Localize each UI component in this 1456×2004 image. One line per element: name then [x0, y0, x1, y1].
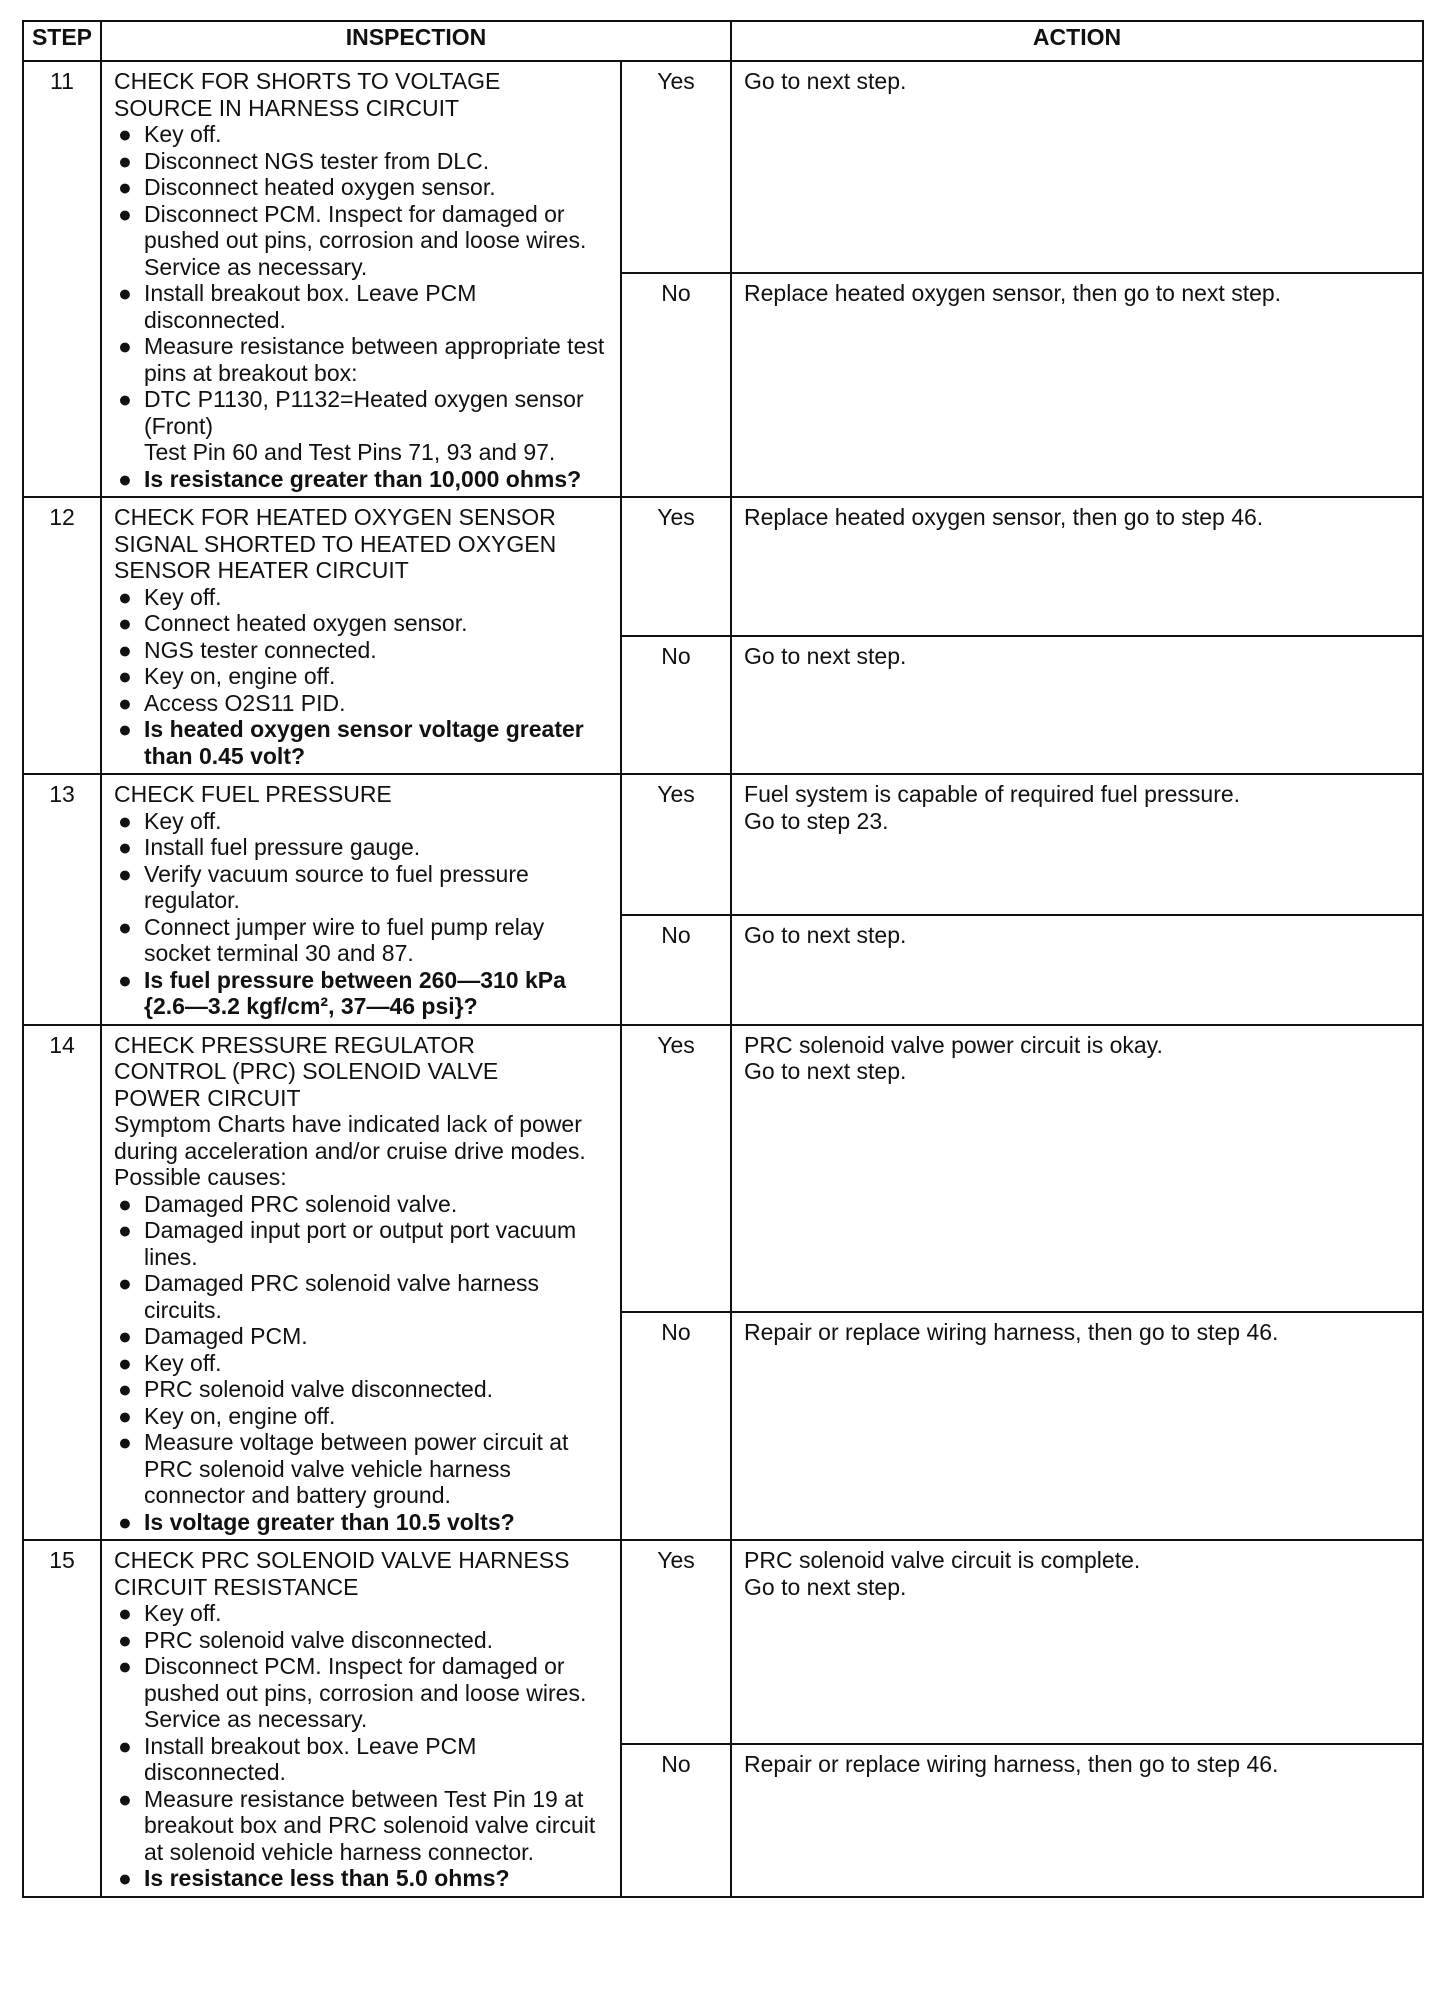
bullet-icon: ● [118, 689, 132, 716]
step-12-group [23, 497, 1423, 774]
bullet-icon: ● [118, 1785, 132, 1812]
header-inspection: INSPECTION [101, 21, 731, 61]
bullet-item [114, 333, 612, 386]
inspection-title-line: CHECK FOR HEATED OXYGEN SENSOR [114, 504, 556, 530]
bullet-item [114, 914, 612, 967]
inspection-question [114, 716, 612, 769]
bullet-item [114, 1350, 612, 1377]
action-line: Go to step 23. [744, 807, 889, 834]
action-no [731, 915, 1423, 1025]
inspection-question-list [114, 466, 612, 493]
action-line: Go to next step. [744, 68, 907, 94]
bullet-text: Disconnect NGS tester from DLC. [144, 147, 490, 174]
bullet-item [114, 834, 612, 861]
question-text: Is fuel pressure between 260—310 kPa {2.6—3.2 kgf/cm², 37—46 psi}? [144, 966, 566, 1019]
inspection-title-line: SIGNAL SHORTED TO HEATED OXYGEN [114, 530, 557, 557]
step-13-group [23, 774, 1423, 1025]
action-line: Go to next step. [744, 922, 907, 948]
bullet-item [114, 1627, 612, 1654]
bullet-text: Damaged PCM. [144, 1323, 308, 1349]
header-action: ACTION [731, 21, 1423, 61]
inspection-note: Test Pin 60 and Test Pins 71, 93 and 97. [144, 439, 556, 465]
inspection-cell [101, 774, 621, 1025]
bullet-item [114, 1786, 612, 1866]
bullet-text: NGS tester connected. [144, 636, 377, 663]
bullet-item [114, 1270, 612, 1323]
inspection-question [114, 967, 612, 1020]
bullet-icon: ● [118, 1402, 132, 1429]
bullet-text: Install fuel pressure gauge. [144, 834, 421, 860]
step-row-yes [23, 61, 1423, 273]
action-no [731, 1744, 1423, 1897]
inspection-title-line: CHECK PRC SOLENOID VALVE HARNESS [114, 1547, 570, 1573]
bullet-text: Connect jumper wire to fuel pump relay socket terminal 30 and 87. [144, 913, 545, 966]
bullet-item [114, 148, 612, 175]
step-number: 12 [23, 497, 101, 774]
bullet-item [114, 174, 612, 201]
inspection-bullets [114, 1191, 612, 1536]
bullet-text: Disconnect PCM. Inspect for damaged or pushed out pins, corrosion and loose wires. Service as necessary. [144, 200, 587, 280]
bullet-icon: ● [118, 333, 132, 359]
bullet-icon: ● [118, 1376, 132, 1402]
bullet-item [114, 1191, 612, 1218]
bullet-text: Key off. [144, 807, 222, 834]
bullet-item [114, 1403, 612, 1430]
answer-yes: Yes [621, 497, 731, 636]
bullet-text: Disconnect PCM. Inspect for damaged or pushed out pins, corrosion and loose wires. Service as necessary. [144, 1653, 587, 1732]
step-row-yes [23, 497, 1423, 636]
question-text: Is voltage greater than 10.5 volts? [144, 1508, 515, 1535]
action-line: Repair or replace wiring harness, then go to step 46. [744, 1318, 1279, 1345]
action-line: Repair or replace wiring harness, then go to step 46. [744, 1751, 1279, 1777]
step-row-yes [23, 774, 1423, 915]
bullet-icon: ● [118, 610, 132, 636]
inspection-title-line: CONTROL (PRC) SOLENOID VALVE [114, 1058, 499, 1084]
step-number: 14 [23, 1025, 101, 1541]
inspection-title-line: POWER CIRCUIT [114, 1084, 301, 1111]
bullet-icon: ● [118, 465, 132, 492]
bullet-item [114, 1600, 612, 1627]
inspection-question [114, 466, 612, 493]
action-line: PRC solenoid valve circuit is complete. [744, 1547, 1141, 1573]
step-row-yes [23, 1540, 1423, 1744]
bullet-item [114, 663, 612, 690]
answer-no: No [621, 273, 731, 497]
bullet-icon: ● [118, 1865, 132, 1891]
bullet-item [114, 201, 612, 281]
bullet-icon: ● [118, 636, 132, 663]
bullet-text: Measure resistance between Test Pin 19 at breakout box and PRC solenoid valve circuit at solenoid vehicle harness connector. [144, 1785, 596, 1865]
inspection-title-line: CHECK PRESSURE REGULATOR [114, 1031, 475, 1058]
bullet-icon: ● [118, 834, 132, 860]
bullet-icon: ● [118, 1349, 132, 1376]
bullet-text: Key off. [144, 583, 222, 610]
bullet-icon: ● [118, 860, 132, 887]
answer-yes: Yes [621, 774, 731, 915]
bullet-icon: ● [118, 121, 132, 147]
question-text: Is heated oxygen sensor voltage greater than 0.45 volt? [144, 716, 584, 769]
step-15-group [23, 1540, 1423, 1897]
answer-yes: Yes [621, 1025, 731, 1312]
bullet-text: Key off. [144, 121, 222, 147]
inspection-question [114, 1865, 612, 1892]
bullet-icon: ● [118, 1626, 132, 1653]
bullet-icon: ● [118, 174, 132, 200]
bullet-text: Measure voltage between power circuit at PRC solenoid valve vehicle harness connector and battery ground. [144, 1429, 569, 1508]
bullet-icon: ● [118, 1429, 132, 1455]
step-row-yes [23, 1025, 1423, 1312]
bullet-item [114, 386, 612, 439]
bullet-text: Key off. [144, 1600, 222, 1626]
header-row [23, 21, 1423, 61]
inspection-question [114, 1509, 612, 1536]
step-14-group [23, 1025, 1423, 1541]
action-yes [731, 774, 1423, 915]
action-line: Replace heated oxygen sensor, then go to step 46. [744, 504, 1264, 530]
bullet-icon: ● [118, 1217, 132, 1243]
bullet-icon: ● [118, 1270, 132, 1296]
bullet-text: PRC solenoid valve disconnected. [144, 1376, 494, 1402]
bullet-icon: ● [118, 147, 132, 174]
action-line: Replace heated oxygen sensor, then go to next step. [744, 280, 1282, 306]
inspection-bullets [114, 808, 612, 1020]
bullet-icon: ● [118, 716, 132, 742]
inspection-bullets [114, 584, 612, 770]
bullet-text: Damaged input port or output port vacuum lines. [144, 1217, 577, 1270]
answer-no: No [621, 1744, 731, 1897]
inspection-title-line: CHECK FOR SHORTS TO VOLTAGE [114, 68, 501, 94]
bullet-text: Key off. [144, 1349, 222, 1376]
bullet-text: Disconnect heated oxygen sensor. [144, 174, 496, 200]
bullet-item [114, 1653, 612, 1733]
bullet-text: Key on, engine off. [144, 1402, 336, 1429]
bullet-text: Install breakout box. Leave PCM disconnected. [144, 280, 477, 333]
inspection-cell [101, 497, 621, 774]
bullet-text: Measure resistance between appropriate test pins at breakout box: [144, 333, 605, 386]
action-line: PRC solenoid valve power circuit is okay. [744, 1031, 1163, 1058]
action-line: Go to next step. [744, 1573, 907, 1600]
action-yes [731, 497, 1423, 636]
inspection-intro: Symptom Charts have indicated lack of power during acceleration and/or cruise drive modes. [114, 1111, 586, 1164]
header-step: STEP [23, 21, 101, 61]
action-no [731, 1312, 1423, 1541]
bullet-text: PRC solenoid valve disconnected. [144, 1626, 494, 1653]
action-yes [731, 1540, 1423, 1744]
step-number: 11 [23, 61, 101, 497]
bullet-item [114, 808, 612, 835]
inspection-bullets [114, 121, 612, 439]
bullet-item [114, 690, 612, 717]
bullet-icon: ● [118, 1732, 132, 1759]
bullet-item [114, 610, 612, 637]
bullet-icon: ● [118, 200, 132, 227]
inspection-cell [101, 1540, 621, 1897]
bullet-text: Verify vacuum source to fuel pressure regulator. [144, 860, 529, 913]
action-yes [731, 1025, 1423, 1312]
step-number: 15 [23, 1540, 101, 1897]
bullet-text: Access O2S11 PID. [144, 689, 346, 716]
bullet-text: Connect heated oxygen sensor. [144, 610, 468, 636]
bullet-text: Damaged PRC solenoid valve. [144, 1190, 458, 1217]
action-no [731, 273, 1423, 497]
bullet-icon: ● [118, 966, 132, 993]
inspection-bullets [114, 1600, 612, 1892]
diagnostic-table [22, 20, 1424, 1898]
answer-yes: Yes [621, 1540, 731, 1744]
bullet-icon: ● [118, 386, 132, 412]
inspection-title-line: CIRCUIT RESISTANCE [114, 1573, 359, 1600]
action-no [731, 636, 1423, 774]
bullet-text: Damaged PRC solenoid valve harness circuits. [144, 1270, 540, 1323]
inspection-cell [101, 61, 621, 497]
answer-no: No [621, 1312, 731, 1541]
bullet-icon: ● [118, 1600, 132, 1626]
action-line: Fuel system is capable of required fuel pressure. [744, 781, 1241, 807]
inspection-title-line: CHECK FUEL PRESSURE [114, 781, 392, 807]
bullet-item [114, 1733, 612, 1786]
bullet-icon: ● [118, 1508, 132, 1535]
bullet-text: DTC P1130, P1132=Heated oxygen sensor (Front) [144, 386, 584, 439]
inspection-title-line: SOURCE IN HARNESS CIRCUIT [114, 94, 460, 121]
bullet-item [114, 637, 612, 664]
bullet-icon: ● [118, 583, 132, 610]
inspection-title-line: SENSOR HEATER CIRCUIT [114, 557, 409, 583]
action-line: Go to next step. [744, 643, 907, 669]
bullet-item [114, 1217, 612, 1270]
bullet-icon: ● [118, 1653, 132, 1679]
bullet-item [114, 1376, 612, 1403]
inspection-intro: Possible causes: [114, 1164, 287, 1190]
bullet-icon: ● [118, 663, 132, 689]
bullet-icon: ● [118, 1190, 132, 1217]
step-11-group [23, 61, 1423, 497]
bullet-item [114, 861, 612, 914]
answer-no: No [621, 636, 731, 774]
bullet-text: Install breakout box. Leave PCM disconnected. [144, 1732, 477, 1785]
action-line: Go to next step. [744, 1058, 907, 1084]
question-text: Is resistance greater than 10,000 ohms? [144, 465, 582, 492]
question-text: Is resistance less than 5.0 ohms? [144, 1865, 510, 1891]
bullet-icon: ● [118, 1323, 132, 1349]
inspection-cell [101, 1025, 621, 1541]
bullet-icon: ● [118, 807, 132, 834]
action-yes [731, 61, 1423, 273]
bullet-icon: ● [118, 280, 132, 306]
bullet-item [114, 1429, 612, 1509]
answer-no: No [621, 915, 731, 1025]
bullet-item [114, 121, 612, 148]
step-number: 13 [23, 774, 101, 1025]
bullet-item [114, 584, 612, 611]
bullet-text: Key on, engine off. [144, 663, 336, 689]
answer-yes: Yes [621, 61, 731, 273]
bullet-item [114, 1323, 612, 1350]
bullet-icon: ● [118, 913, 132, 940]
bullet-item [114, 280, 612, 333]
